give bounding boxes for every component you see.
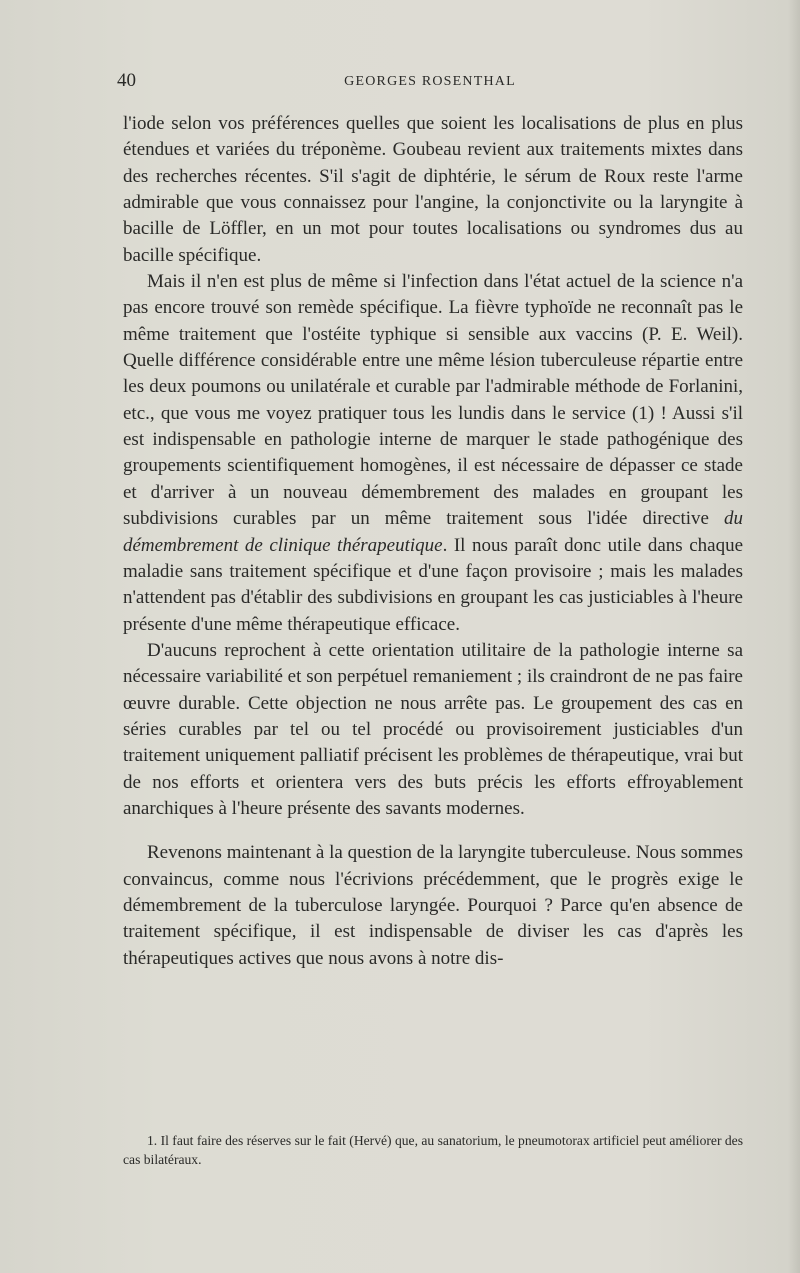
paragraph-2	[123, 269, 743, 638]
paragraph-3: D'aucuns reprochent à cette orientation utilitaire de la pathologie interne sa nécessaire variabilité et son perpétuel remaniement ; ils craindront de ne pas faire œuvre durable. Cette objection ne nous arrête pas. Le groupement des cas en séries curables par tel ou tel procédé ou provisoirement justiciables d'un traitement uniquement palliatif précisent les problèmes de thérapeutique, vrai but de nos efforts et orientera vers des buts précis les efforts effroyablement anarchiques à l'heure présente des savants modernes.	[123, 639, 743, 819]
page-edge-shadow	[788, 0, 800, 1273]
page-number: 40	[117, 70, 136, 91]
running-head: GEORGES ROSENTHAL	[344, 74, 516, 89]
paragraph-4: Revenons maintenant à la question de la laryngite tuberculeuse. Nous sommes convaincus, comme nous l'écrivions précédemment, que le progrès exige le démembrement de la tuberculose laryngée. Pourquoi ? Parce qu'en absence de traitement spécifique, il est indispensable de diviser les cas d'après les thérapeutiques actives que nous avons à notre dis-	[123, 842, 743, 969]
paragraph-2-italic-phrase: du démembrement de clinique thérapeutique	[123, 508, 743, 556]
paragraph-2-part-a: Mais il n'en est plus de même si l'infection dans l'état actuel de la science n'a pas encore trouvé son remède spécifique. La fièvre typhoïde ne reconnaît pas le même traitement que l'ostéite typhique si sensible aux vaccins (P. E. Weil). Quelle différence considérable entre une même lésion tuberculeuse répartie entre les deux poumons ou unilatérale et curable par l'admirable méthode de Forlanini, etc., que vous me voyez pratiquer tous les lundis dans le service (1) ! Aussi s'il est indispensable en pathologie interne de marquer le stade pathogénique des groupements scientifiquement homogènes, il est nécessaire de dépasser ce stade et d'arriver à un nouveau démembrement des malades en groupant les subdivisions curables par un même traitement sous l'idée directive	[123, 271, 743, 530]
footnote: 1. Il faut faire des réserves sur le fait (Hervé) que, au sanatorium, le pneumotorax artificiel peut améliorer des cas bilatéraux.	[123, 1133, 743, 1167]
body-text	[123, 111, 743, 972]
paragraph-2-part-b: . Il nous paraît donc utile dans chaque maladie sans traitement spécifique et d'une façon provisoire ; mais les malades n'attendent pas d'établir des subdivisions en groupant les cas justiciables à l'heure présente d'une même thérapeutique efficace.	[123, 534, 743, 635]
page-header	[117, 70, 743, 94]
paragraph-1: l'iode selon vos préférences quelles que soient les localisations de plus en plus étendues et variées du tréponème. Goubeau revient aux traitements mixtes dans des recherches récentes. S'il s'agit de diphtérie, le sérum de Roux reste l'arme admirable que vous connaissez pour l'angine, la conjonctivite ou la laryngite à bacille de Löffler, en un mot pour toutes localisations ou syndromes dus au bacille spécifique.	[123, 113, 743, 266]
